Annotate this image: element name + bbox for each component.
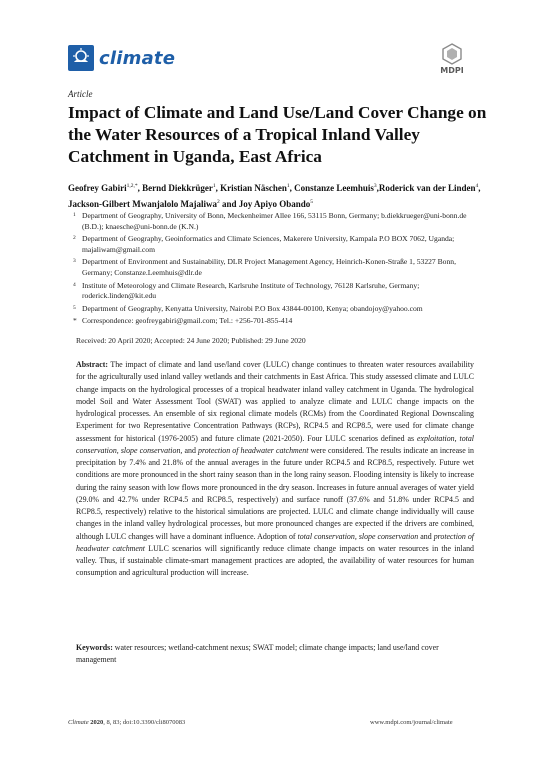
article-title: Impact of Climate and Land Use/Land Cover Change on the Water Resources of a Tropical Inland Valley Catchment in Uganda, East Africa [68, 103, 487, 166]
affiliation-number: 3 [73, 258, 76, 265]
author-affiliation-marker: 3 [373, 183, 377, 189]
correspondence-mark: * [73, 316, 77, 326]
publisher-logo[interactable] [432, 43, 472, 75]
abstract-scenarios-3: total conservation, slope conservation [297, 531, 419, 541]
author-separator: , [376, 183, 379, 193]
footer-journal: Climate [68, 719, 89, 726]
abstract-text-3: were considered. The results indicate an increase in precipitation by 7.4% and 21.8% of the annual averages in the future under RCP4.5 and RCP8.5, respectively. Future wet conditions are more pronounced in the short rainy season than in the long rainy season. Flooding intensity is likely to increase during the rainy season with low flows more pronounced in the dry season. Increases in future annual averages of water yield (29.0% and 42.7% under RCP4.5 and RCP8.5, respectively) and surface runoff (37.6% and 51.8% under RCP4.5 and RCP8.5, respectively) relative to the historical simulations are projected. LULC and climate change individually will cause changes in the inland valley hydrological processes, but more pronounced changes are expected if the drivers are combined, although LULC changes will have a dominant influence. Adoption of [76, 445, 474, 541]
author-name[interactable]: Geofrey Gabiri [68, 183, 127, 193]
keywords-text: water resources; wetland-catchment nexus; SWAT model; climate change impacts; land use/land cover management [76, 643, 439, 664]
affiliation-text: Department of Geography, University of Bonn, Meckenheimer Allee 166, 53115 Bonn, Germany; b.diekkrueger@uni-bonn.de (B.D.); knaesche@uni-bonn.de (K.N.) [82, 211, 467, 231]
author-affiliation-marker: 1 [286, 183, 290, 189]
abstract-text-2: and [182, 445, 199, 455]
footer-year: 2020 [90, 719, 104, 726]
author-name[interactable]: Constanze Leemhuis [294, 183, 374, 193]
abstract-text-4: and [418, 531, 434, 541]
affiliation-item [68, 211, 478, 233]
author-separator: , [289, 183, 295, 193]
author-name[interactable]: Joy Apiyo Obando [238, 199, 311, 209]
affiliation-item [68, 281, 478, 303]
journal-url-link[interactable]: www.mdpi.com/journal/climate [370, 719, 453, 726]
author-separator: , [215, 183, 221, 193]
author-affiliation-marker: 1 [212, 183, 216, 189]
affiliation-item [68, 257, 478, 279]
mdpi-logo-icon [441, 43, 463, 65]
correspondence-text: Correspondence: geofreygabiri@gmail.com; Tel.: +256-701-855-414 [82, 316, 293, 326]
sun-cloud-logo-icon [68, 45, 94, 71]
author-name[interactable]: Jackson-Gilbert Mwanjalolo Majaliwa [68, 199, 217, 209]
author-name[interactable]: Bernd Diekkrüger [142, 183, 213, 193]
article-type: Article [68, 89, 93, 99]
author-name[interactable]: Kristian Näschen [220, 183, 287, 193]
abstract-scenarios-1: exploitation, total conservation, slope conservation, [76, 433, 474, 455]
footer-citation: , 8, 83; doi:10.3390/cli8070083 [103, 719, 186, 726]
abstract [76, 359, 474, 580]
journal-name: climate [99, 47, 176, 69]
author-name[interactable]: Roderick van der Linden [378, 183, 476, 193]
author-affiliation-marker: 4 [475, 183, 479, 189]
author-separator: , [137, 183, 143, 193]
author-separator: , [478, 183, 481, 193]
abstract-text-5: LULC scenarios will significantly reduce climate change impacts on water resources in the inland valley. Thus, if sustainable climate-smart management practices are adopted, the availability of water resources for human consumption and agricultural production will increase. [76, 543, 475, 578]
publication-dates: Received: 20 April 2020; Accepted: 24 June 2020; Published: 29 June 2020 [76, 336, 306, 345]
author-affiliation-marker: 5 [310, 199, 314, 205]
keywords-label: Keywords: [76, 643, 113, 652]
author-separator: and [219, 199, 239, 209]
keywords [76, 642, 474, 666]
publisher-name: MDPI [440, 66, 464, 75]
affiliation-item [68, 234, 478, 256]
author-affiliation-marker: 1,2,* [126, 183, 138, 189]
affiliation-number: 4 [73, 281, 76, 288]
abstract-scenarios-2: protection of headwater catchment [198, 445, 309, 455]
affiliation-number: 2 [73, 235, 76, 242]
affiliation-number: 5 [73, 304, 76, 311]
affiliation-text: Institute of Meteorology and Climate Research, Karlsruhe Institute of Technology, 76128 Karlsruhe, Germany; roderick.linden@kit.edu [82, 280, 420, 301]
abstract-label: Abstract: [76, 360, 108, 369]
author-affiliation-marker: 2 [217, 199, 220, 205]
journal-logo[interactable] [68, 45, 175, 71]
affiliation-text: Department of Geography, Geoinformatics and Climate Sciences, Makerere University, Kampala P.O BOX 7062, Uganda; majaliwam@gmail.com [82, 234, 455, 254]
abstract-text-1: The impact of climate and land use/land cover (LULC) change continues to threaten water resources availability for the agriculturally used inland valley wetlands and their catchments in East Africa. This study assessed climate and LULC change impacts on the hydrological processes of a tropical headwater inland valley catchment in Uganda. The hydrological model Soil and Water Assessment Tool (SWAT) was applied to analyze climate and LULC change impacts on the hydrological processes. An ensemble of six regional climate models (RCMs) from the Coordinated Regional Downscaling Experiment for two Representative Concentration Pathways (RCPs), RCP4.5 and RCP8.5, were used for climate change assessment for historical (1976-2005) and future climate (2021-2050). Four LULC scenarios defined as [76, 360, 474, 443]
citation-footer [68, 719, 185, 726]
affiliation-text: Department of Geography, Kenyatta University, Nairobi P.O Box 43844-00100, Kenya; obandojoy@yahoo.com [82, 303, 423, 313]
affiliation-number: 1 [73, 212, 76, 218]
abstract-scenarios-4: protection of headwater catchment [76, 531, 474, 553]
affiliations [68, 211, 478, 329]
affiliation-text: Department of Environment and Sustainability, DLR Project Management Agency, Heinrich-Konen-Straße 1, 53227 Bonn, Germany; Constanze.Leemhuis@dlr.de [82, 257, 456, 278]
correspondence [68, 316, 478, 327]
affiliation-item [68, 304, 478, 315]
author-list [68, 179, 488, 211]
